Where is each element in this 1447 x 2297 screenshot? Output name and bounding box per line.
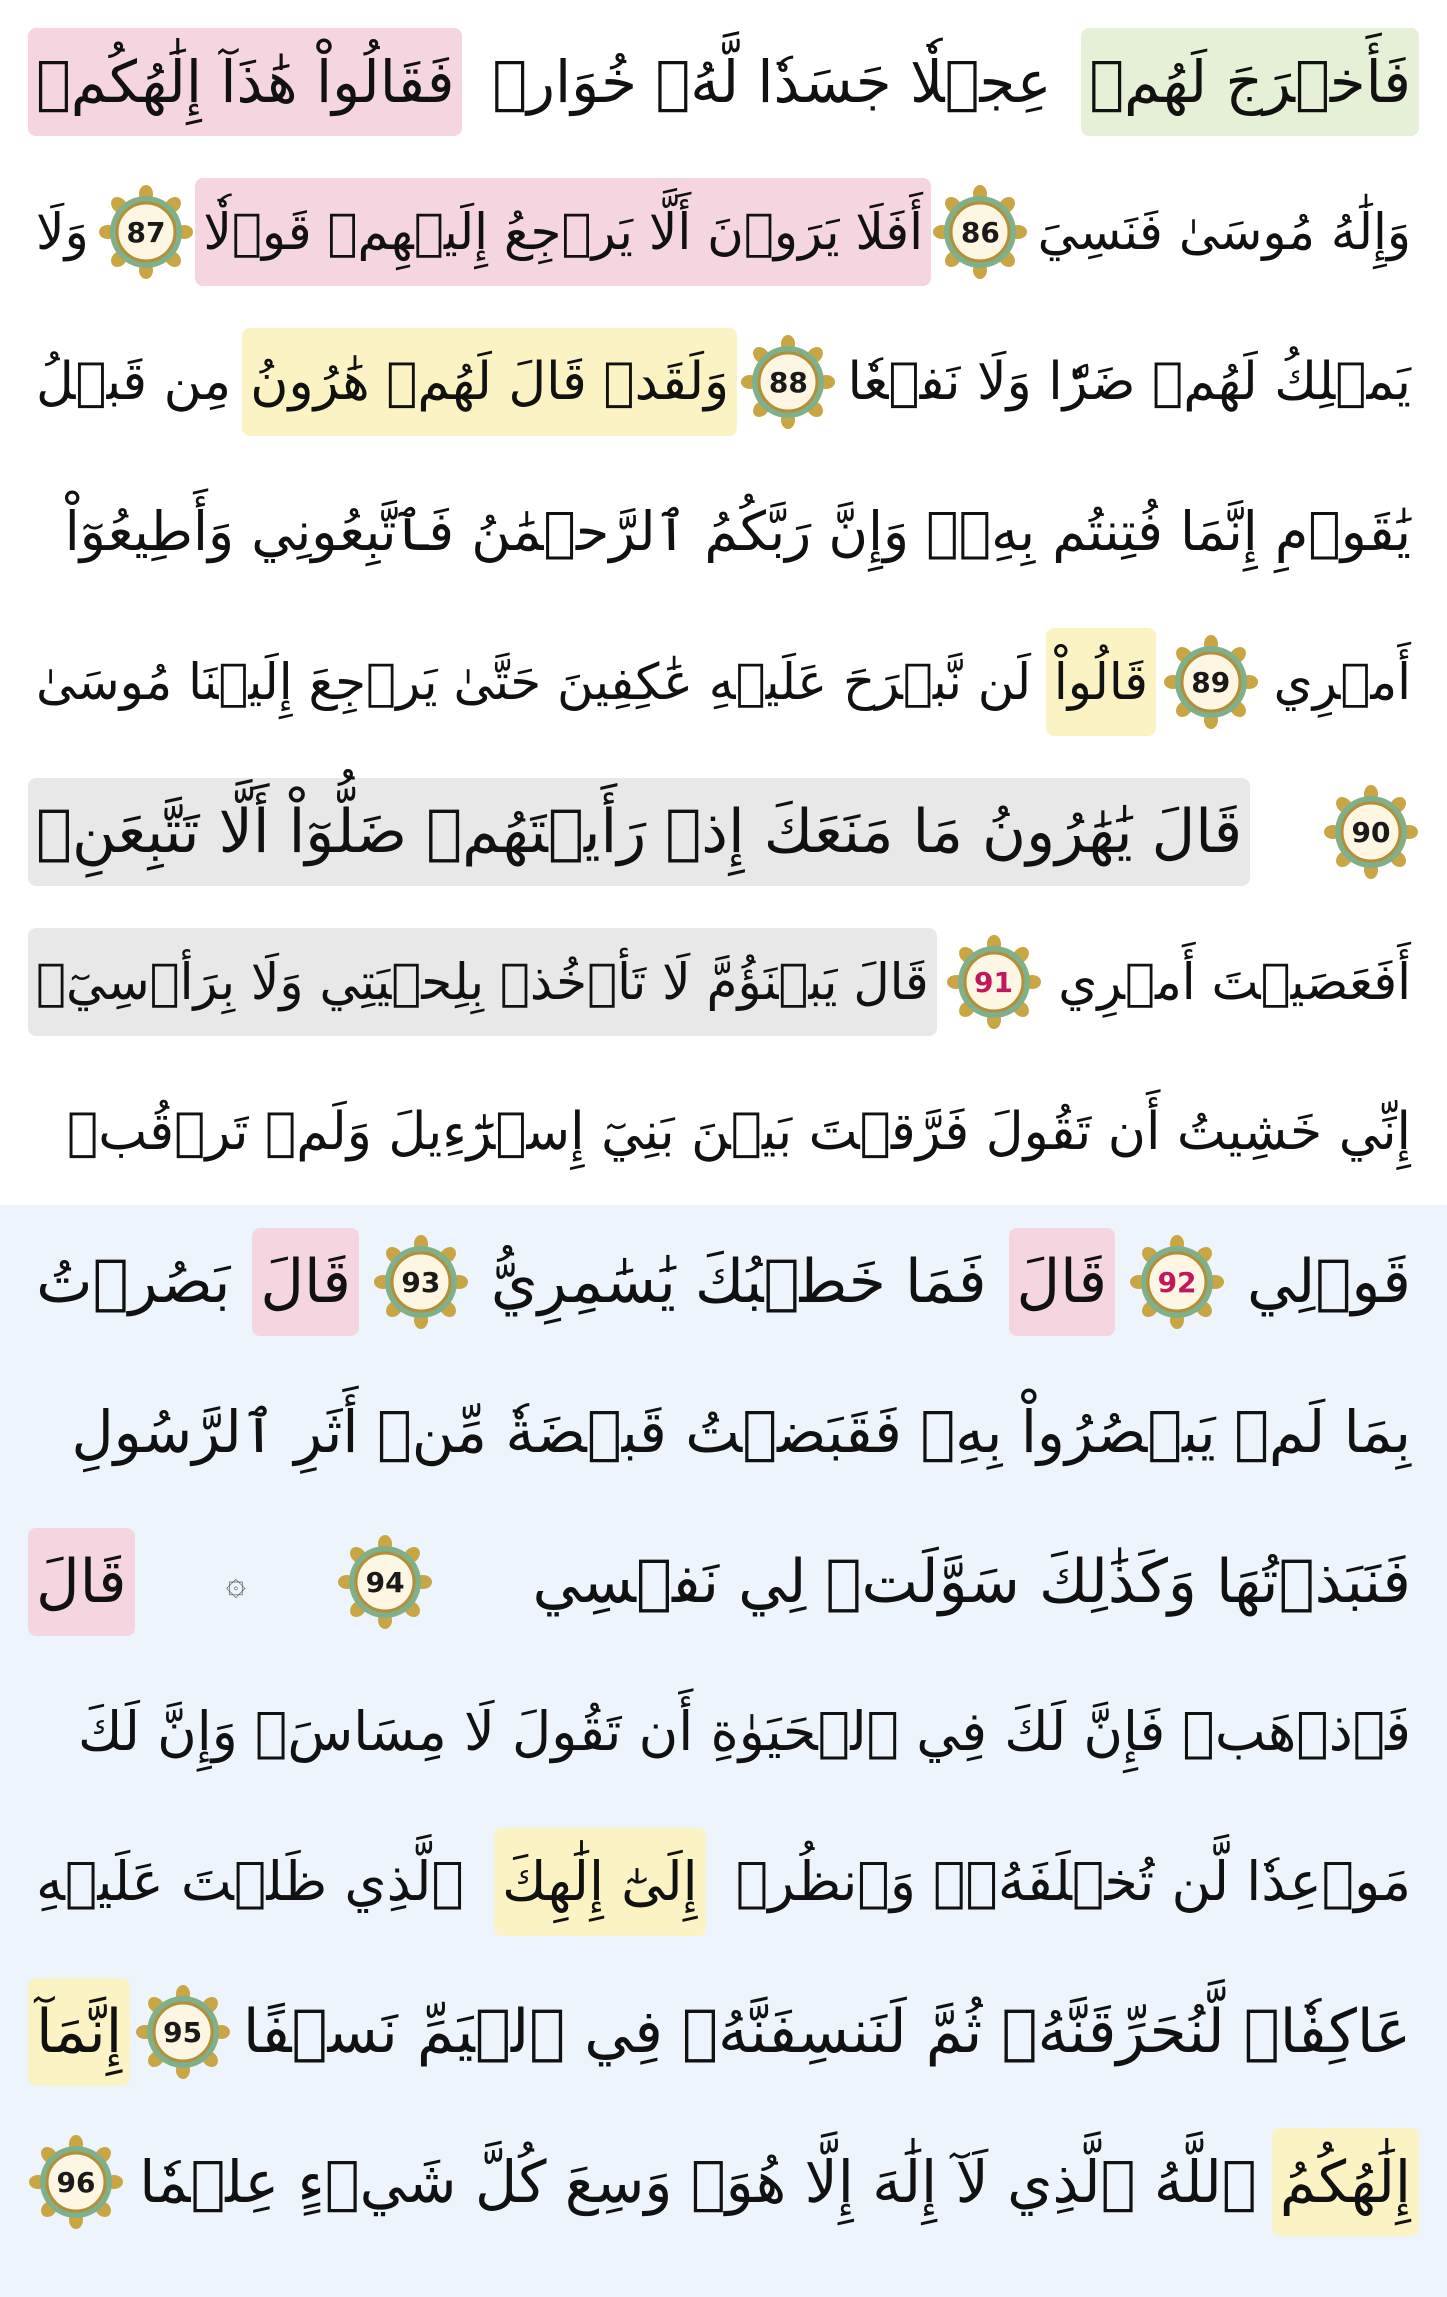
- text-line: [28, 1518, 1419, 1646]
- text-line: [28, 318, 1419, 446]
- text-line: [28, 1068, 1419, 1196]
- text-line: [28, 168, 1419, 296]
- verse-marker-icon: [337, 1534, 433, 1630]
- text-line: [28, 468, 1419, 596]
- verse-number: 88: [768, 365, 808, 399]
- verse-number: 93: [401, 1265, 441, 1299]
- verse-marker-icon: [946, 934, 1042, 1030]
- highlighted-phrase: فَأَخۡرَجَ لَهُمۡ: [1081, 28, 1419, 136]
- verse-text: مَوۡعِدٗا لَّن تُخۡلَفَهُۥۖ وَٱنظُرۡ: [735, 1850, 1411, 1913]
- text-line: [28, 1218, 1419, 1346]
- verse-marker-icon: [740, 334, 836, 430]
- highlighted-phrase: قَالَ يَٰهَٰرُونُ مَا مَنَعَكَ إِذۡ رَأَيۡتَهُمۡ ضَلُّوٓاْ أَلَّا تَتَّبِعَنِۖ: [28, 778, 1250, 886]
- verse-text: يَٰقَوۡمِ إِنَّمَا فُتِنتُم بِهِۦۖ وَإِنَّ رَبَّكُمُ ٱلرَّحۡمَٰنُ فَٱتَّبِعُونِي وَأَطِيعُوٓاْ: [64, 500, 1411, 563]
- verse-marker-icon: [135, 1984, 231, 2080]
- text-line: [28, 1668, 1419, 1796]
- verse-text: لَن نَّبۡرَحَ عَلَيۡهِ عَٰكِفِينَ حَتَّىٰ يَرۡجِعَ إِلَيۡنَا مُوسَىٰ: [36, 653, 1032, 711]
- highlighted-phrase: قَالَ يَبۡنَؤُمَّ لَا تَأۡخُذۡ بِلِحۡيَتِي وَلَا بِرَأۡسِيٓۖ: [28, 928, 937, 1036]
- text-line: [28, 1968, 1419, 2096]
- verse-text: أَمۡرِي: [1273, 653, 1411, 711]
- highlighted-phrase: قَالَ: [1009, 1228, 1116, 1336]
- verse-text: أَفَعَصَيۡتَ أَمۡرِي: [1058, 953, 1411, 1011]
- verse-text: فَنَبَذۡتُهَا وَكَذَٰلِكَ سَوَّلَتۡ لِي نَفۡسِي: [532, 1547, 1411, 1617]
- verse-text: يَمۡلِكُ لَهُمۡ ضَرّٗا وَلَا نَفۡعٗا: [847, 352, 1411, 412]
- verse-number: 90: [1351, 815, 1391, 849]
- verse-number: 96: [56, 2165, 96, 2199]
- verse-number: 87: [126, 215, 166, 249]
- verse-marker-icon: [98, 184, 194, 280]
- verse-text: بِمَا لَمۡ يَبۡصُرُواْ بِهِۦ فَقَبَضۡتُ قَبۡضَةٗ مِّنۡ أَثَرِ ٱلرَّسُولِ: [71, 1398, 1411, 1466]
- highlighted-phrase: وَلَقَدۡ قَالَ لَهُمۡ هَٰرُونُ: [242, 328, 737, 436]
- rub-el-hizb-icon: ۞: [225, 1562, 246, 1603]
- verse-text: مِن قَبۡلُ: [36, 352, 232, 412]
- verse-text: بَصُرۡتُ: [36, 1247, 231, 1317]
- verse-text: ٱلَّذِي ظَلۡتَ عَلَيۡهِ: [36, 1850, 464, 1913]
- highlighted-phrase: إِلَىٰٓ إِلَٰهِكَ: [494, 1828, 706, 1936]
- text-line: [28, 618, 1419, 746]
- verse-number: 89: [1191, 665, 1231, 699]
- highlighted-phrase: قَالَ: [252, 1228, 359, 1336]
- verse-number: 94: [365, 1565, 405, 1599]
- verse-text: عَاكِفٗاۖ لَّنُحَرِّقَنَّهُۥ ثُمَّ لَنَنسِفَنَّهُۥ فِي ٱلۡيَمِّ نَسۡفًا: [242, 1997, 1411, 2067]
- verse-marker-icon: [373, 1234, 469, 1330]
- text-line: [28, 1368, 1419, 1496]
- highlighted-phrase: قَالُواْ: [1046, 628, 1156, 736]
- text-line: [28, 2118, 1419, 2246]
- verse-marker-icon: [932, 184, 1028, 280]
- highlighted-phrase: فَقَالُواْ هَٰذَآ إِلَٰهُكُمۡ: [28, 28, 462, 136]
- text-line: [28, 768, 1419, 896]
- verse-number: 91: [974, 965, 1013, 999]
- verse-number: 86: [960, 215, 1000, 249]
- verse-text: قَوۡلِي: [1247, 1247, 1411, 1317]
- highlighted-phrase: إِنَّمَآ: [28, 1978, 130, 2086]
- verse-text: وَلَا: [36, 203, 89, 261]
- verse-marker-icon: [1163, 634, 1259, 730]
- highlighted-phrase: أَفَلَا يَرَوۡنَ أَلَّا يَرۡجِعُ إِلَيۡهِمۡ قَوۡلٗا: [195, 178, 931, 286]
- verse-text: إِنِّي خَشِيتُ أَن تَقُولَ فَرَّقۡتَ بَيۡنَ بَنِيٓ إِسۡرَٰٓءِيلَ وَلَمۡ تَرۡقُبۡ: [67, 1102, 1411, 1162]
- verse-marker-icon: [1129, 1234, 1225, 1330]
- text-line: [28, 18, 1419, 146]
- verse-number: 95: [163, 2015, 203, 2049]
- verse-text: ٱللَّهُ ٱلَّذِي لَآ إِلَٰهَ إِلَّا هُوَۚ وَسِعَ كُلَّ شَيۡءٍ عِلۡمٗا: [139, 2148, 1257, 2216]
- verse-marker-icon: [1323, 784, 1419, 880]
- verse-marker-icon: [28, 2134, 124, 2230]
- verse-text: عِجۡلٗا جَسَدٗا لَّهُۥ خُوَارٞ: [492, 48, 1052, 116]
- verse-number: 92: [1157, 1265, 1197, 1299]
- highlighted-phrase: قَالَ: [28, 1528, 135, 1636]
- verse-text: فَٱذۡهَبۡ فَإِنَّ لَكَ فِي ٱلۡحَيَوٰةِ أَن تَقُولَ لَا مِسَاسَۖ وَإِنَّ لَكَ: [77, 1700, 1411, 1763]
- verse-text: فَمَا خَطۡبُكَ يَٰسَٰمِرِيُّ: [490, 1247, 987, 1317]
- highlighted-phrase: إِلَٰهُكُمُ: [1272, 2128, 1419, 2236]
- text-line: [28, 918, 1419, 1046]
- verse-text: وَإِلَٰهُ مُوسَىٰ فَنَسِيَ: [1037, 203, 1411, 261]
- text-line: [28, 1818, 1419, 1946]
